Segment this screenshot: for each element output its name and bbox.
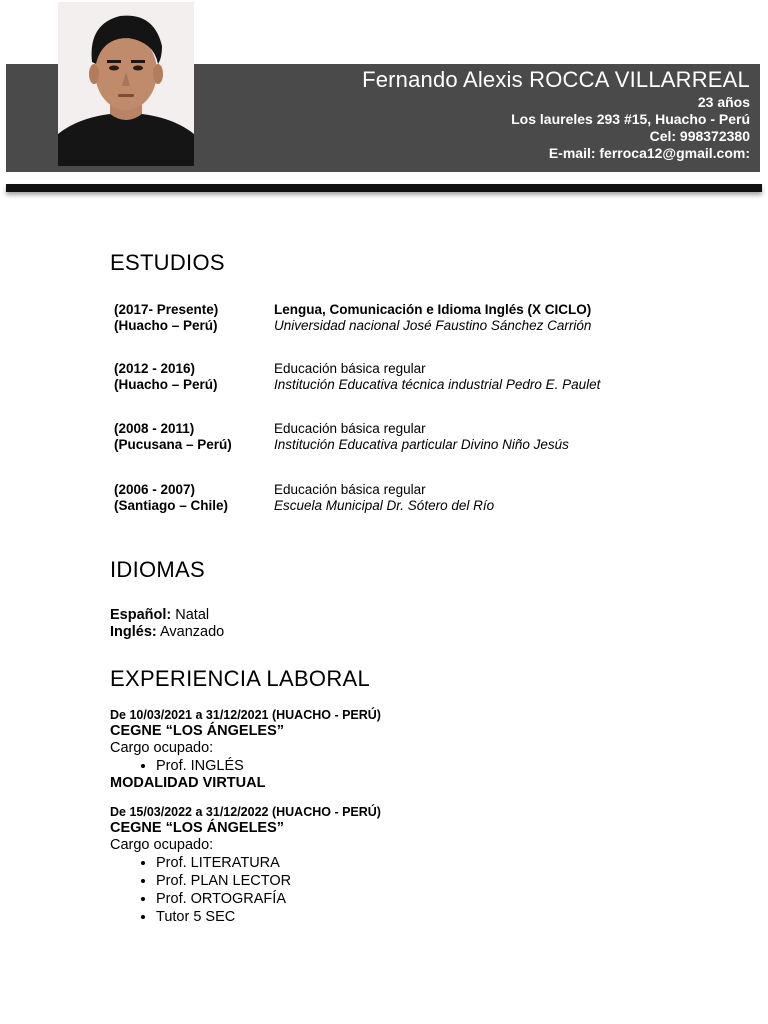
study-place: (Huacho – Perú)	[114, 318, 218, 333]
language-item	[110, 624, 224, 641]
study-place: (Santiago – Chile)	[114, 498, 229, 513]
job-role-label: Cargo ocupado:	[110, 837, 214, 853]
study-school: Universidad nacional José Faustino Sánchez Carrión	[274, 318, 592, 333]
study-school: Institución Educativa particular Divino Niño Jesús	[274, 437, 569, 452]
languages-title: IDIOMAS	[110, 557, 205, 582]
job-role: • Prof. PLAN LECTOR	[156, 872, 381, 890]
job-roles	[110, 757, 381, 775]
job-modality: MODALIDAD VIRTUAL	[110, 775, 266, 791]
studies-title: ESTUDIOS	[110, 250, 225, 275]
contact-block	[362, 66, 750, 162]
job-entry	[110, 707, 381, 792]
email: E-mail: ferroca12@gmail.com:	[548, 145, 750, 161]
study-degree: Educación básica regular	[274, 482, 426, 497]
job-role: • Prof. INGLÉS	[156, 757, 381, 775]
study-period: (2017- Presente)	[114, 302, 219, 317]
study-place: (Huacho – Perú)	[114, 377, 218, 392]
job-role: • Prof. ORTOGRAFÍA	[156, 890, 381, 908]
header-divider	[6, 184, 762, 192]
study-period: (2008 - 2011)	[114, 421, 195, 436]
language-level: Natal	[175, 607, 210, 623]
language-level: Avanzado	[159, 624, 225, 640]
study-degree: Educación básica regular	[274, 361, 426, 376]
study-place: (Pucusana – Perú)	[114, 437, 232, 452]
job-dates: De 10/03/2021 a 31/12/2021 (HUACHO - PERÚ)	[110, 708, 381, 722]
job-company: CEGNE “LOS ÁNGELES”	[110, 723, 285, 739]
study-period: (2006 - 2007)	[114, 482, 196, 497]
job-dates: De 15/03/2022 a 31/12/2022 (HUACHO - PERÚ)	[110, 805, 381, 819]
language-label: Español:	[110, 607, 172, 623]
job-role: • Tutor 5 SEC	[156, 908, 381, 926]
full-name: Fernando Alexis ROCCA VILLARREAL	[362, 67, 750, 92]
experience-title: EXPERIENCIA LABORAL	[110, 666, 371, 691]
address: Los laureles 293 #15, Huacho - Perú	[511, 111, 750, 127]
language-label: Inglés:	[110, 624, 157, 640]
study-school: Escuela Municipal Dr. Sótero del Río	[274, 498, 495, 513]
profile-photo	[58, 2, 194, 166]
study-period: (2012 - 2016)	[114, 361, 196, 376]
job-role: • Prof. LITERATURA	[156, 854, 381, 872]
job-company: CEGNE “LOS ÁNGELES”	[110, 820, 285, 836]
study-school: Institución Educativa técnica industrial Pedro E. Paulet	[274, 377, 601, 392]
job-entry	[110, 804, 381, 926]
study-degree: Educación básica regular	[274, 421, 426, 436]
age: 23 años	[697, 94, 750, 110]
phone: Cel: 998372380	[649, 128, 750, 144]
languages-list	[110, 607, 224, 641]
language-item	[110, 607, 224, 624]
study-degree: Lengua, Comunicación e Idioma Inglés (X CICLO)	[274, 302, 592, 317]
job-roles	[110, 854, 381, 926]
job-role-label: Cargo ocupado:	[110, 740, 214, 756]
